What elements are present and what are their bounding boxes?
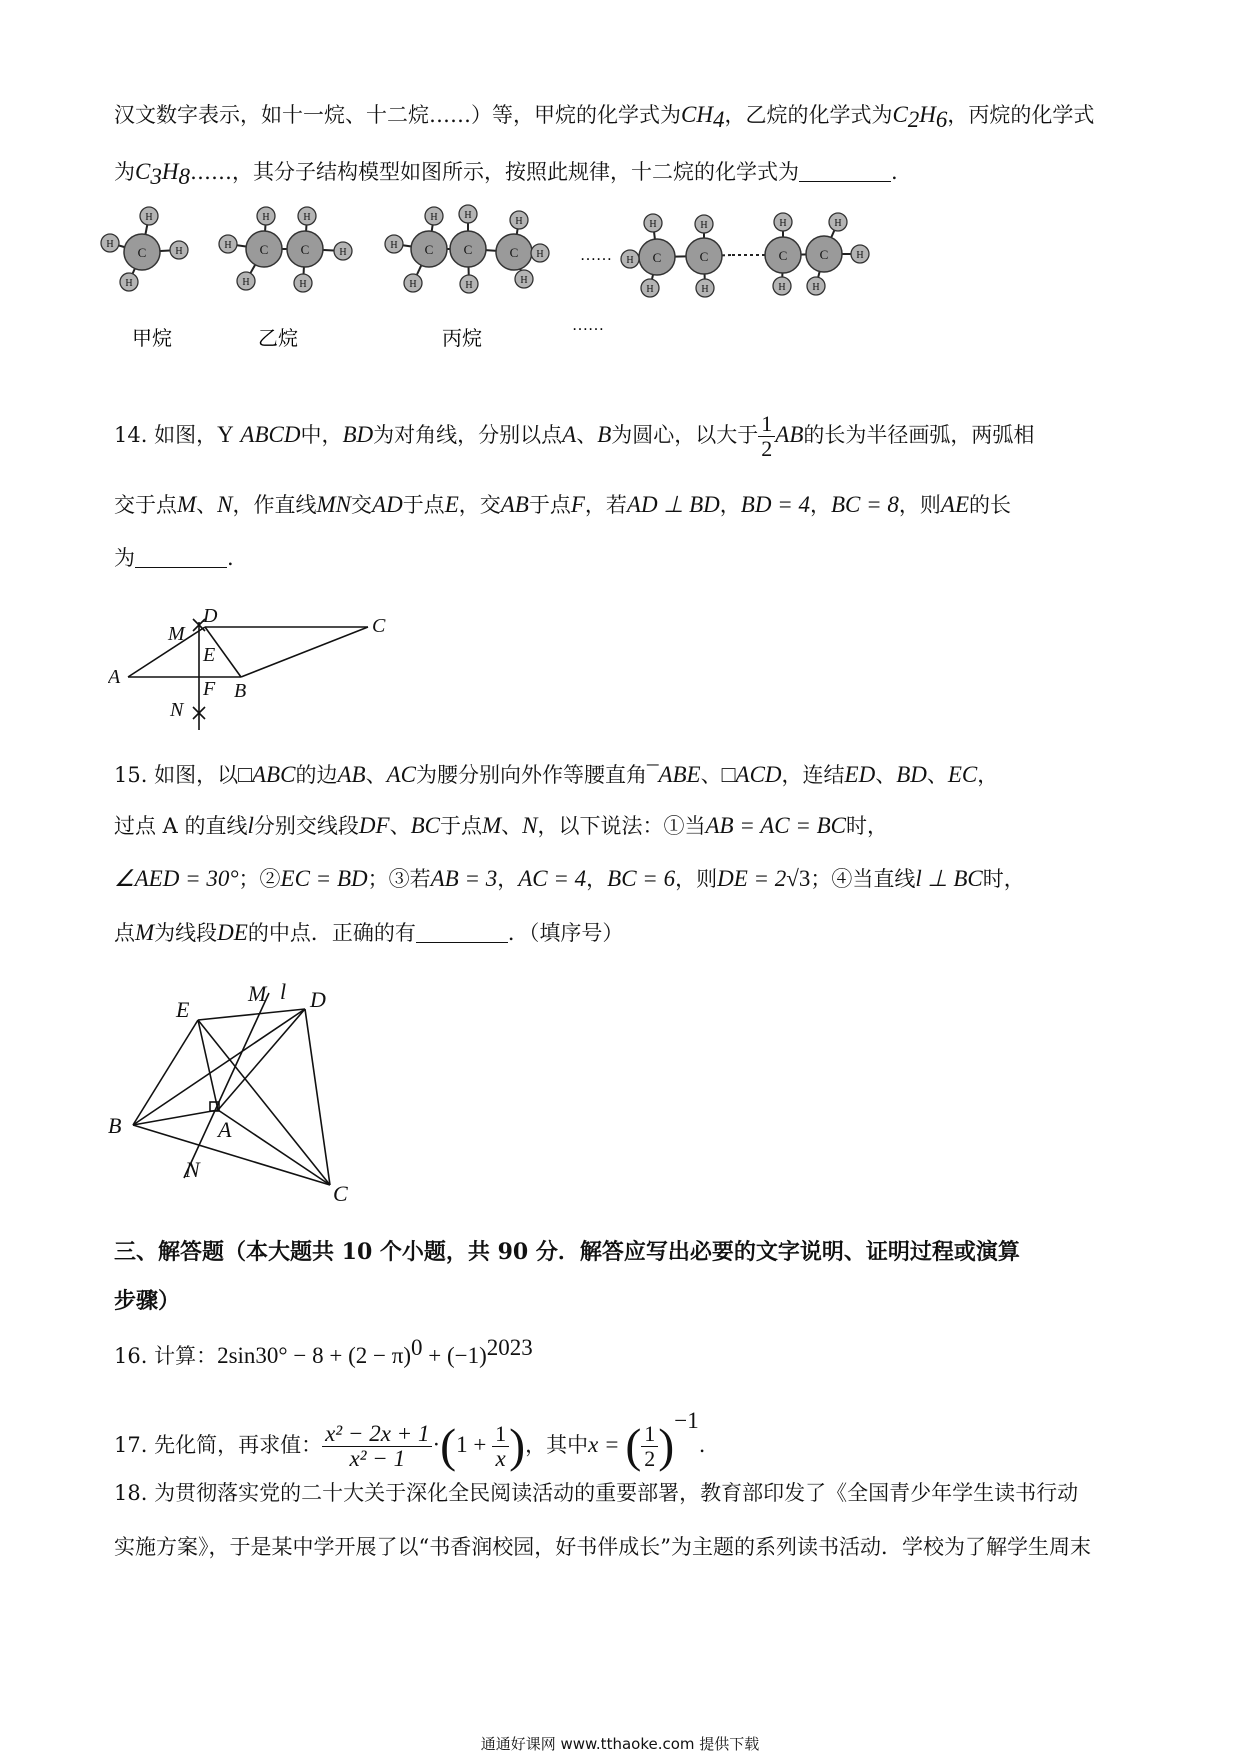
svg-text:E: E [176,997,190,1022]
svg-text:H: H [145,212,153,223]
svg-text:H: H [700,220,708,231]
svg-text:H: H [834,218,842,229]
footer-watermark: 通通好课网 www.tthaoke.com 提供下载 [480,1735,760,1753]
svg-text:H: H [856,250,864,261]
svg-text:D: D [203,605,218,627]
q13-line-1: 汉文数字表示，如十一烷、十二烷……）等，甲烷的化学式为$CH_4$，乙烷的化学式为$C_2H_6$，丙烷的化学式 [114,102,1095,133]
svg-text:H: H [649,219,657,230]
molecule-ellipsis: …… [580,247,612,264]
q17-value-fraction: $\frac{1}{2}$ [641,1422,658,1471]
svg-text:F: F [203,678,216,700]
svg-text:C: C [137,245,147,260]
svg-text:H: H [778,282,786,293]
section-3-heading-cont: 步骤） [114,1288,181,1314]
svg-text:H: H [390,240,398,251]
svg-text:H: H [520,275,528,286]
svg-text:H: H [299,279,307,290]
section-3-heading: 三、解答题（本大题共 10 个小题，共 90 分．解答应写出必要的文字说明、证明过程或演算 [114,1239,1020,1265]
q14-line-3: 为 . [114,546,234,570]
svg-text:H: H [339,247,347,258]
svg-text:H: H [465,280,473,291]
parallelogram-figure [108,600,408,740]
svg-text:N: N [185,1157,200,1182]
svg-text:C: C [372,615,386,637]
svg-text:D: D [310,987,326,1012]
svg-text:M: M [248,981,267,1006]
svg-text:乙烷: 乙烷 [258,326,298,350]
svg-text:C: C [300,242,310,257]
svg-text:H: H [224,240,232,251]
svg-text:H: H [430,212,438,223]
svg-text:H: H [409,279,417,290]
alkane-molecule-figure [100,200,1100,360]
svg-text:H: H [262,212,270,223]
svg-text:C: C [424,242,434,257]
svg-text:H: H [779,218,787,229]
svg-text:H: H [175,246,183,257]
svg-text:H: H [701,284,709,295]
svg-text:B: B [234,680,247,702]
svg-text:H: H [464,210,472,221]
svg-text:C: C [652,250,662,265]
triangle-figure [108,965,368,1205]
q17-inner-fraction: $\frac{1}{x}$ [492,1422,509,1471]
answer-blank-15[interactable] [416,922,508,943]
q15-line-2: 过点 A 的直线l分别交线段DF、BC于点M、N，以下说法：①当AB = AC = BC时， [114,813,889,838]
molecule-names [132,317,604,350]
svg-text:C: C [333,1181,348,1205]
svg-text:H: H [303,212,311,223]
svg-text:H: H [125,278,133,289]
svg-text:H: H [515,216,523,227]
q17: 17. 先化简，再求值： $\frac{\text{x² − 2x + 1}}{\text{x² − 1}}$ ·(1 + $\frac{1}{x}$ )，其中x = ( $\frac{1}{2}$ )$^{-1}$. [114,1408,706,1473]
svg-text:C: C [509,245,519,260]
svg-text:H: H [646,284,654,295]
q16: 16. 计算：$2\sin 30^\circ - 8 + (2 - \pi)^0 + (-1)^{2023}$ [114,1335,533,1368]
q13-line-2: 为$C_3H_8\dots\dots$，其分子结构模型如图所示，按照此规律，十二烷的化学式为 . [114,159,898,190]
svg-text:H: H [812,282,820,293]
q15-line-3: ∠AED = 30°；②EC = BD；③若AB = 3，AC = 4，BC = 6，则DE = 2√3；④当直线l ⊥ BC时， [114,866,1025,891]
svg-text:B: B [108,1113,122,1138]
answer-blank-14[interactable] [135,547,227,568]
q18-line-1: 18. 为贯彻落实党的二十大关于深化全民阅读活动的重要部署，教育部印发了《全国青少年学生读书行动 [114,1481,1079,1505]
svg-text:C: C [819,247,829,262]
q18-line-2: 实施方案》，于是某中学开展了以“书香润校园，好书伴成长”为主题的系列读书活动．学校为了解学生周末 [114,1535,1091,1559]
q14-line-2: 交于点M、N，作直线MN交AD于点E，交AB于点F，若AD ⊥ BD，BD = 4，BC = 8，则AE的长 [114,492,1011,517]
answer-blank-13[interactable] [799,161,891,182]
svg-text:丙烷: 丙烷 [442,326,482,350]
svg-text:C: C [699,249,709,264]
svg-text:E: E [203,644,216,666]
svg-text:C: C [259,242,269,257]
svg-text:C: C [463,242,473,257]
svg-text:M: M [168,623,185,645]
fraction-one-half: $\frac{1}{2}$ [758,412,775,461]
q17-main-fraction: $\frac{\text{x² − 2x + 1}}{\text{x² − 1}}$ [322,1422,432,1471]
svg-text:l: l [280,979,287,1004]
svg-text:……: …… [572,317,604,334]
svg-text:甲烷: 甲烷 [132,326,172,350]
svg-text:N: N [170,699,184,721]
svg-text:H: H [106,239,114,250]
svg-text:A: A [108,666,121,688]
q15-line-4: 点M为线段DE的中点．正确的有 ．（填序号） [114,920,624,945]
svg-text:A: A [218,1117,232,1142]
q15-line-1: 15. 如图，以□ABC的边AB、AC为腰分别向外作等腰直角¯ABE、□ACD，连结ED、BD、EC， [114,762,999,787]
svg-text:H: H [626,255,634,266]
svg-text:C: C [778,248,788,263]
svg-text:H: H [242,277,250,288]
q14-line-1: 14. 如图，Y ABCD中，BD为对角线，分别以点A、B为圆心，以大于 $\frac{1}{2}$ AB的长为半径画弧，两弧相 [114,411,1035,461]
svg-text:H: H [536,249,544,260]
